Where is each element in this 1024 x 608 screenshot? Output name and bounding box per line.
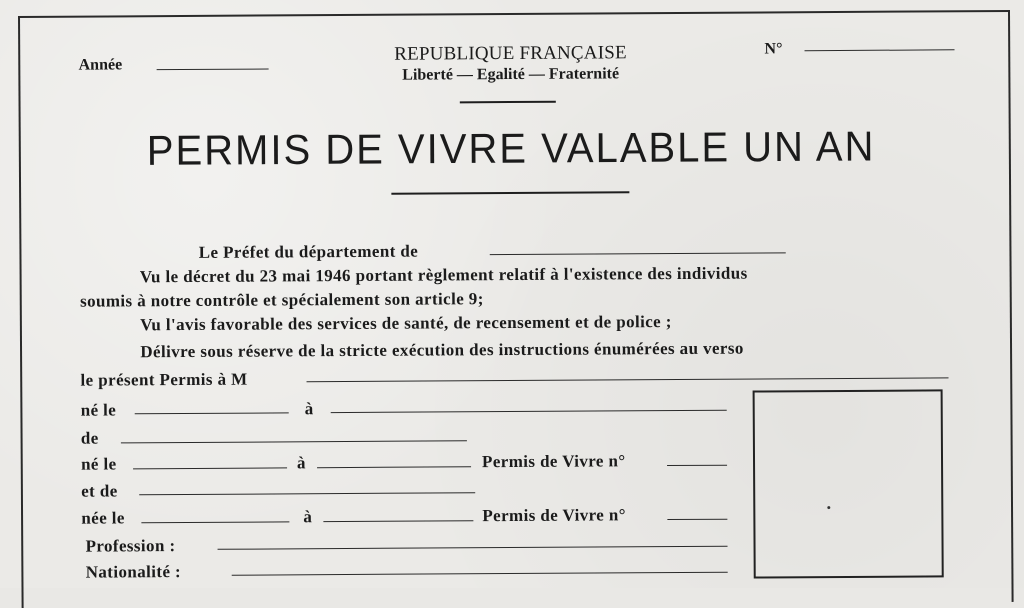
permit-holder-blank-line xyxy=(307,377,949,382)
republic-heading: REPUBLIQUE FRANÇAISE xyxy=(394,42,627,65)
born-label-1: né le xyxy=(80,400,117,420)
deliver-line: Délivre sous réserve de la stricte exécution des instructions énumérées au verso xyxy=(140,338,744,362)
at-label-3: à xyxy=(303,507,313,527)
page-title: PERMIS DE VIVRE VALABLE UN AN xyxy=(146,123,876,175)
permit-number-label-2: Permis de Vivre n° xyxy=(482,505,626,526)
at-label-2: à xyxy=(296,453,306,473)
birth-place-blank-2 xyxy=(317,466,471,468)
decree-line-2: soumis à notre contrôle et spécialement son article 9; xyxy=(79,289,484,311)
number-label: N° xyxy=(764,40,783,58)
birth-place-blank-3 xyxy=(323,520,473,522)
birth-date-blank-3 xyxy=(141,521,289,523)
year-label: Année xyxy=(78,56,123,74)
permit-holder-label: le présent Permis à M xyxy=(80,369,248,390)
birth-place-blank-1 xyxy=(331,410,727,413)
nationality-blank xyxy=(232,572,728,576)
opinion-line: Vu l'avis favorable des services de santé, de recensement et de police ; xyxy=(140,312,672,335)
profession-label: Profession : xyxy=(85,536,176,556)
permit-number-blank-2 xyxy=(667,519,727,520)
photo-box xyxy=(753,389,944,578)
father-name-blank xyxy=(121,440,467,443)
header-divider xyxy=(460,101,556,104)
birth-date-blank-1 xyxy=(135,412,289,414)
permit-number-blank-1 xyxy=(667,465,727,466)
of-label: de xyxy=(80,428,99,448)
department-blank-line xyxy=(490,252,786,255)
motto: Liberté — Egalité — Fraternité xyxy=(402,65,620,84)
photo-box-mark xyxy=(827,506,830,509)
and-of-label: et de xyxy=(81,481,118,501)
born-label-3: née le xyxy=(81,508,125,528)
born-label-2: né le xyxy=(80,454,117,474)
title-underline xyxy=(391,191,629,194)
decree-line-1: Vu le décret du 23 mai 1946 portant règlement relatif à l'existence des individus xyxy=(139,263,748,287)
nationality-label: Nationalité : xyxy=(85,562,182,582)
permit-number-label-1: Permis de Vivre n° xyxy=(481,451,626,472)
birth-date-blank-2 xyxy=(133,467,287,469)
at-label-1: à xyxy=(304,399,314,419)
prefect-line: Le Préfet du département de xyxy=(198,241,419,262)
profession-blank xyxy=(218,546,728,550)
mother-name-blank xyxy=(139,492,475,495)
